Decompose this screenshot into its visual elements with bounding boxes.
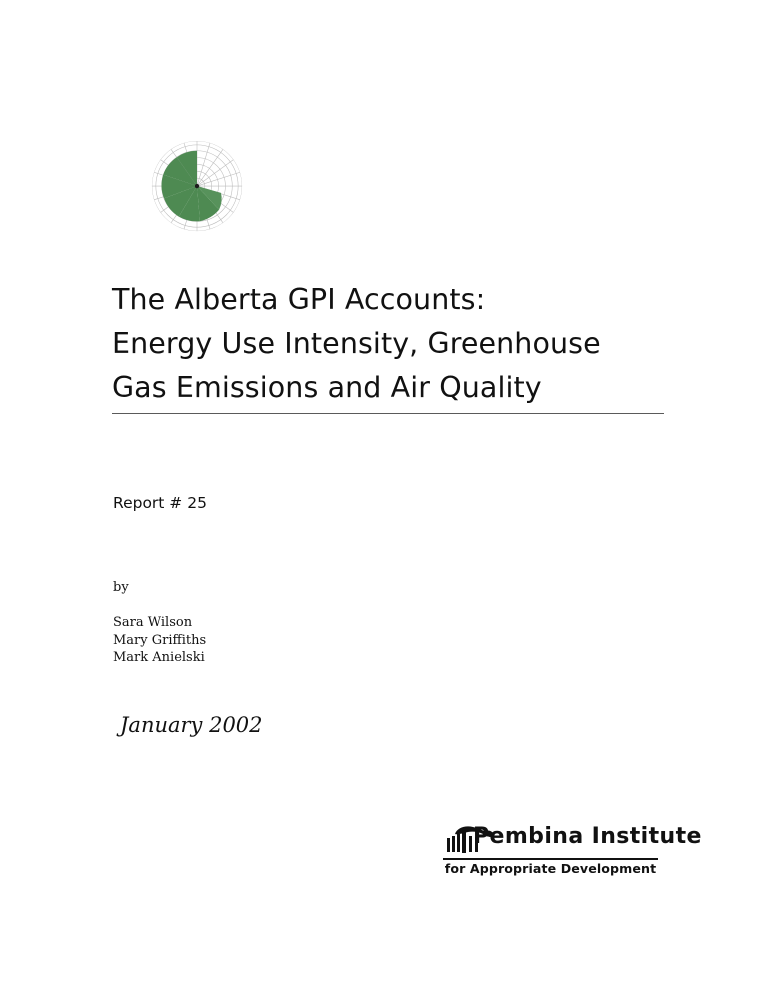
publisher-divider xyxy=(443,858,658,860)
page-title xyxy=(112,278,664,410)
publisher-tagline: for Appropriate Development xyxy=(444,861,657,876)
publication-date: January 2002 xyxy=(120,713,263,737)
title-line-2: Energy Use Intensity, Greenhouse xyxy=(112,327,601,360)
author-name: Mark Anielski xyxy=(113,650,205,665)
author-name: Sara Wilson xyxy=(113,615,193,630)
publisher-logo-row xyxy=(443,822,702,858)
publisher-logo xyxy=(443,822,702,884)
author-list xyxy=(113,614,206,667)
publisher-name: Pembina Institute xyxy=(473,824,702,849)
author-name: Mary Griffiths xyxy=(113,632,207,648)
report-number: Report # 25 xyxy=(113,494,207,512)
title-line-1: The Alberta GPI Accounts: xyxy=(112,283,486,316)
title-divider xyxy=(112,413,664,414)
title-line-3: Gas Emissions and Air Quality xyxy=(112,371,542,404)
by-label: by xyxy=(113,580,129,595)
gpi-spiral-logo-icon xyxy=(148,137,246,239)
